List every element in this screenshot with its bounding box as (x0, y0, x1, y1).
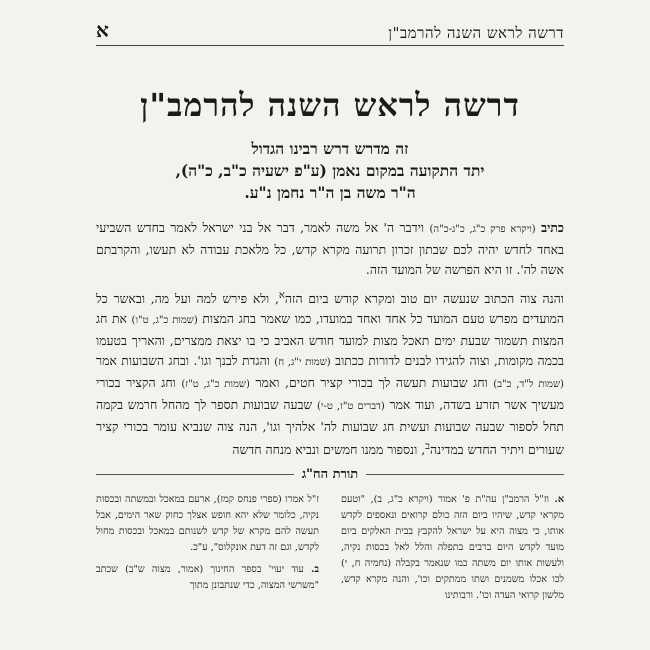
paragraph-text: , ונספור ממנו חמשים ונביא מנחה חדשה (232, 442, 426, 458)
body-paragraph-2 (96, 286, 564, 460)
paragraph-text: את חג המצות תשמור שבעת ימים תאכל מצות למועד חודש האביב כי בו יצאת ממצרים, והאריך בטעמו בכמה מקומות, וצוה להגידו לבנים לדורות ככתוב (96, 311, 564, 369)
verse-reference: (שמות כ"ג, ט"ו) (131, 315, 198, 327)
divider-line (366, 474, 564, 475)
running-header (96, 18, 564, 46)
verse-reference: (דברים ט"ז, ט-י) (316, 401, 385, 413)
running-title: דרשה לראש השנה להרמב"ן (388, 24, 564, 42)
paragraph-text: וידבר ה' אל משה לאמר, דבר אל בני ישראל לאמר בחדש השביעי באחד לחדש יהיה לכם שבתון זכרון תרועה מקרא קדש, כל מלאכת עבודה לא תעשו, והקרבתם אשה לה'. (96, 220, 564, 277)
footnote-marker: ב (425, 441, 430, 453)
subtitle-line: יתד התקועה במקום נאמן (ע"פ ישעיה כ"ב, כ"ה), (175, 161, 485, 180)
paragraph-text: , ולא פירש למה ועל מה, ובאשר כל המועדים מפרש טעם המועד כל אחד ואחד במועדו, כמו שאמר בחג המצות (96, 291, 564, 327)
paragraph-text: שבעה שבועות תספר לך מהחל חרמש בקמה תחל לספור שבעה שבועות ועשית חג שבועות לה' אלהיך וגו', הנה צוה שנביא עומר בכורי קציר שעורים ויתיר החדש במדינה (96, 397, 564, 458)
footnote-marker: א (278, 290, 285, 301)
footnote (341, 492, 564, 604)
footnotes-right-column (341, 492, 564, 610)
footnote-text: ז"ל אמרו (ספרי פנחס קמז), ארעם במאכל ובמשתה ובכסות נקיה, כלומר שלא יהא חופש אצלך כחוק שאר הימים, אבל תעשה להם מקרא של קדש לשנותם במאכל ובכסות מחול לקדש, וגם זה דעת אונקלוס", ע"כ. (96, 494, 319, 554)
paragraph-text: וחג שבועות תעשה לך בכורי קציר חטים, ואמר (255, 375, 488, 391)
verse-reference: (שמות כ"ג, ט"ז) (181, 379, 250, 391)
footnote (96, 492, 319, 556)
footnote-text: וז"ל הרמב"ן עה"ת פ' אמור (ויקרא כ"ג, ב), "וטעם מקראי קדש, שיהיו ביום הזה כולם קרואים ונאספים לקדש אותו, כי מצוה היא על ישראל להקבץ בבית האלקים ביום מועד לקדש היום ברבים בתפלה והלל לאל בכסות נקיה, ולעשות אותו יום משתה כמו שנאמר בקבלה (נחמיה ח, י) לכו אכלו משמנים ושתו ממתקים וכו', והנה מקרא קדש, מלשון קרואי העדה וכו'. ורבותינו (341, 494, 564, 602)
footnote-text: עוד יעוי' בספר החינוך (אמור, מצוה ש"ב) שכתב "משרשי המצוה, כדי שנתבונן מתוך (96, 564, 319, 592)
subtitle-line: זה מדרש דרש רבינו הגדול (251, 139, 409, 158)
footnote-mark: ב. (311, 564, 319, 576)
paragraph-lead: כתיב (541, 220, 564, 235)
verse-reference: (שמות ל"ד, כ"ב) (493, 379, 564, 391)
paragraph-text: וחג הקציר בכורי מעשיך אשר תזרע בשדה, ועוד אמר (96, 375, 564, 413)
footnote-mark: א. (554, 494, 564, 506)
subtitle-line: ה"ר משה בן ה"ר נחמן נ"ע. (244, 183, 416, 202)
body-paragraph-1 (96, 218, 564, 280)
paragraph-text: והגדת לבנך וגו'. ובחג השבועות אמר (96, 353, 270, 369)
footnotes-divider (96, 466, 564, 482)
page-number: א (96, 18, 109, 42)
verse-reference: (שמות י"ג, ח) (274, 357, 331, 369)
verse-reference: (ויקרא פרק כ"ג, כ"ג-כ"ה) (429, 224, 536, 235)
footnotes-label: תורת הח"ג (301, 467, 359, 483)
subtitle (96, 138, 564, 204)
divider-line (96, 474, 294, 475)
paragraph-text: והנה צוה הכתוב שנעשה יום טוב ומקרא קודש ביום הזה (284, 291, 564, 307)
footnote (96, 562, 319, 594)
footnotes (96, 492, 564, 610)
paragraph-text: זו היא הפרשה של המועד הזה. (365, 262, 513, 277)
page-title: דרשה לראש השנה להרמב"ן (140, 86, 520, 124)
footnotes-left-column (96, 492, 319, 610)
